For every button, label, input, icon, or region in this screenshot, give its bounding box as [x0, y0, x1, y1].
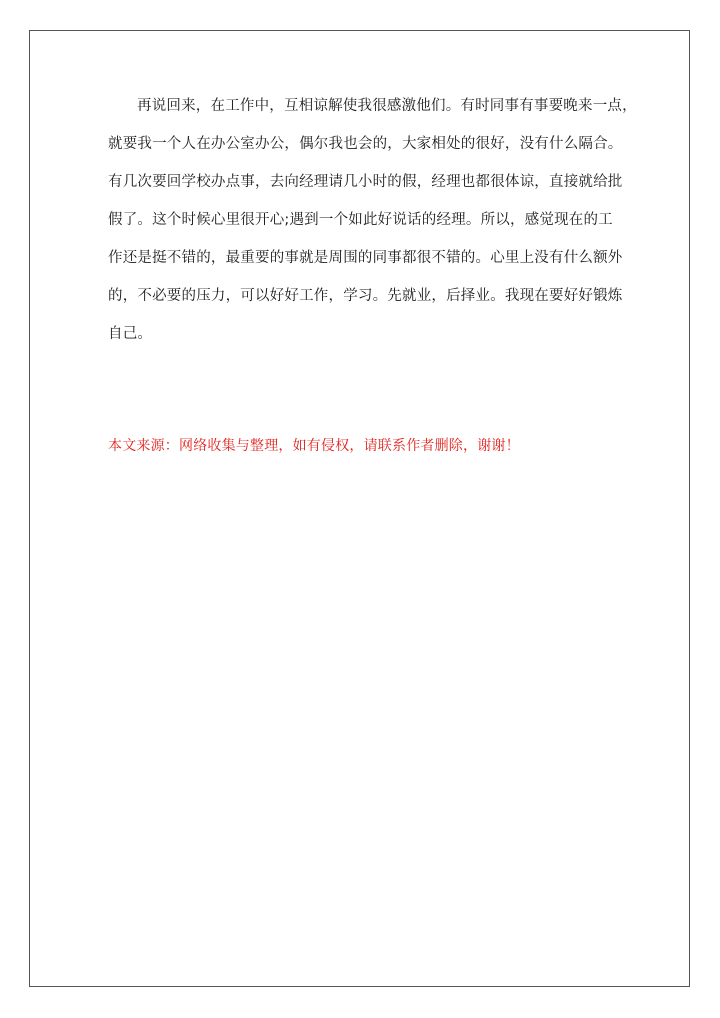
paragraph-line: 就要我一个人在办公室办公，偶尔我也会的，大家相处的很好，没有什么隔合。	[108, 136, 623, 152]
paragraph-line: 自己。	[108, 326, 153, 342]
paragraph-line: 假了。这个时候心里很开心;遇到一个如此好说话的经理。所以，感觉现在的工	[108, 212, 613, 228]
paragraph-line: 作还是挺不错的，最重要的事就是周围的同事都很不错的。心里上没有什么额外	[108, 250, 623, 266]
paragraph-line: 有几次要回学校办点事，去向经理请几小时的假，经理也都很体谅，直接就给批	[108, 174, 623, 190]
paragraph-line: 的，不必要的压力，可以好好工作，学习。先就业，后择业。我现在要好好锻炼	[108, 288, 623, 304]
paragraph-line: 再说回来，在工作中，互相谅解使我很感激他们。有时同事有事要晚来一点，	[137, 98, 637, 114]
source-note: 本文来源：网络收集与整理，如有侵权，请联系作者删除，谢谢！	[108, 438, 520, 454]
